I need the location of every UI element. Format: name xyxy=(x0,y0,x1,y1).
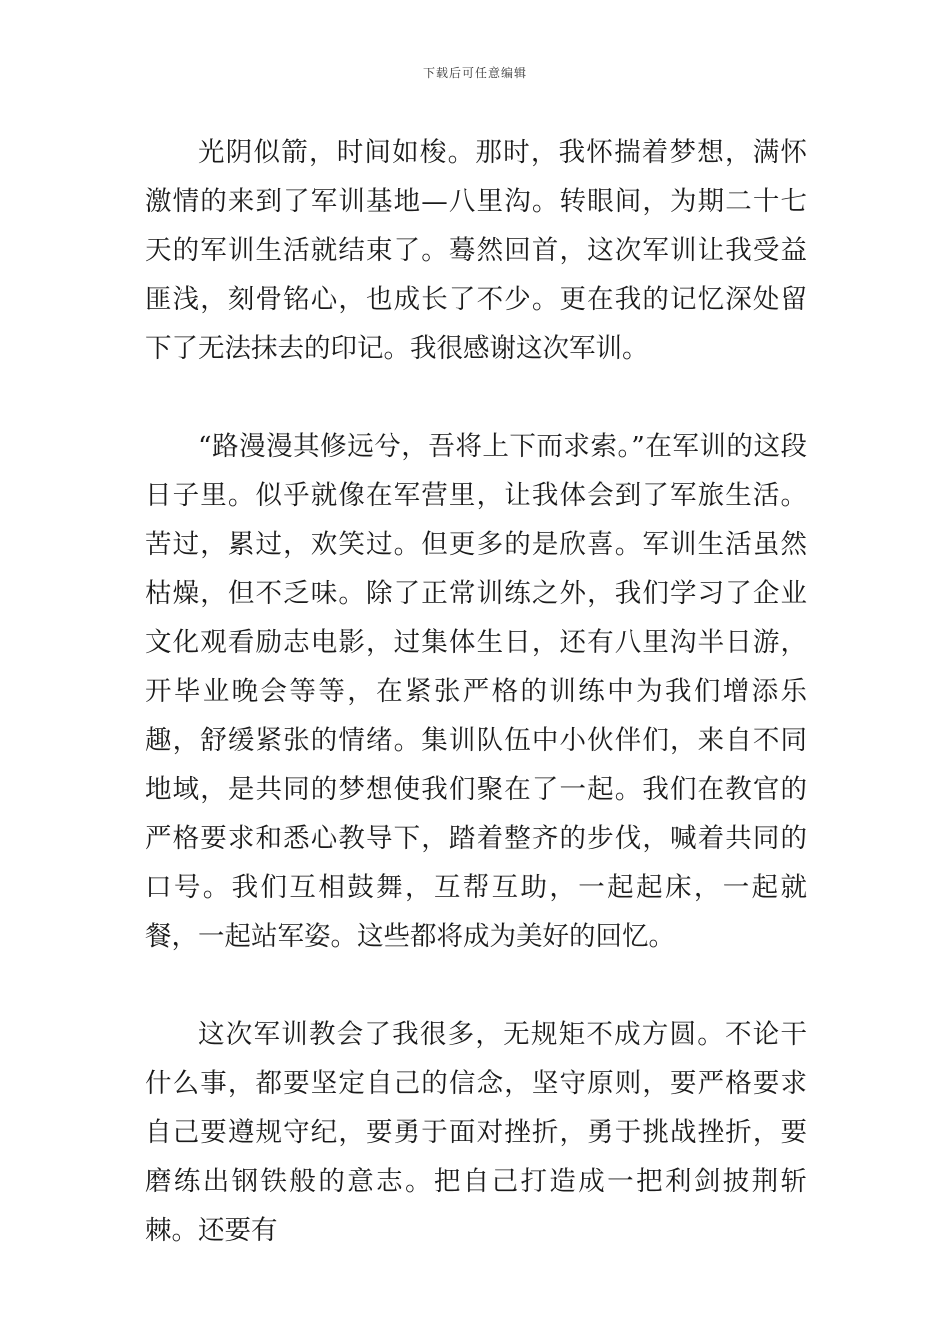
paragraph-3: 这次军训教会了我很多，无规矩不成方圆。不论干什么事，都要坚定自己的信念，坚守原则，要严格要求自己要遵规守纪，要勇于面对挫折，勇于挑战挫折，要磨练出钢铁般的意志。把自己打造成一把利剑披荆斩棘。还要有 xyxy=(145,1019,807,1246)
paragraph-2: “路漫漫其修远兮，吾将上下而求索。”在军训的这段日子里。似乎就像在军营里，让我体会到了军旅生活。苦过，累过，欢笑过。但更多的是欣喜。军训生活虽然枯燥，但不乏味。除了正常训练之外，我们学习了企业文化观看励志电影，过集体生日，还有八里沟半日游，开毕业晚会等等，在紧张严格的训练中为我们增添乐趣，舒缓紧张的情绪。集训队伍中小伙伴们，来自不同地域，是共同的梦想使我们聚在了一起。我们在教官的严格要求和悉心教导下，踏着整齐的步伐，喊着共同的口号。我们互相鼓舞，互帮互助，一起起床，一起就餐，一起站军姿。这些都将成为美好的回忆。 xyxy=(145,431,807,952)
paragraph-1: 光阴似箭，时间如梭。那时，我怀揣着梦想，满怀激情的来到了军训基地—八里沟。转眼间，为期二十七天的军训生活就结束了。蓦然回首，这次军训让我受益匪浅，刻骨铭心，也成长了不少。更在我的记忆深处留下了无法抹去的印记。我很感谢这次军训。 xyxy=(145,137,807,364)
header-note: 下载后可任意编辑 xyxy=(422,66,527,80)
document-body xyxy=(145,128,807,1255)
